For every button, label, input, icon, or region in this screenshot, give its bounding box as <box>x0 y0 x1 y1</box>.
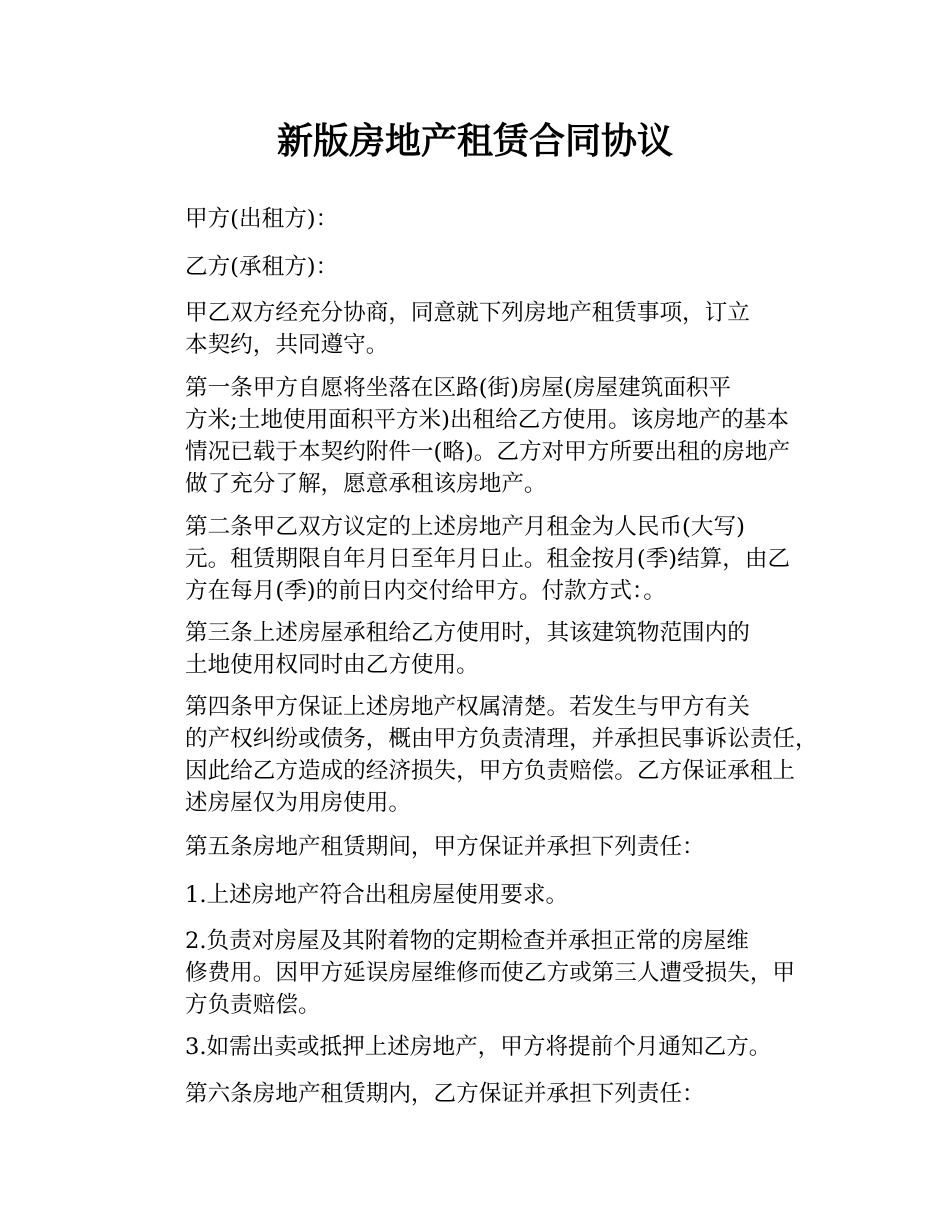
text-line: 甲方(出租方)： <box>185 206 339 232</box>
text-line: 土地使用权同时由乙方使用。 <box>185 652 479 678</box>
party-b-line <box>140 251 820 283</box>
text-line: 修费用。因甲方延误房屋维修而使乙方或第三人遭受损失，甲 <box>185 960 796 986</box>
text-line: 2.负责对房屋及其附着物的定期检查并承担正常的房屋维 <box>185 928 749 954</box>
text-line: 的产权纠纷或债务，概由甲方负责清理，并承担民事诉讼责任， <box>185 726 818 752</box>
party-a-line <box>140 203 820 235</box>
article-4-paragraph <box>140 691 820 819</box>
text-line: 情况已载于本契约附件一(略)。乙方对甲方所要出租的房地产 <box>185 439 791 465</box>
text-line: 第五条房地产租赁期间，甲方保证并承担下列责任： <box>185 834 705 860</box>
text-line: 本契约，共同遵守。 <box>185 332 389 358</box>
article-6-paragraph <box>140 1078 820 1110</box>
text-line: 述房屋仅为用房使用。 <box>185 790 411 816</box>
article-5-item-1 <box>140 879 820 911</box>
text-line: 方负责赔偿。 <box>185 992 321 1018</box>
text-line: 因此给乙方造成的经济损失，甲方负责赔偿。乙方保证承租上 <box>185 758 796 784</box>
document-title: 新版房地产租赁合同协议 <box>276 121 673 162</box>
article-5-item-3 <box>140 1031 820 1063</box>
article-1-paragraph <box>140 372 820 500</box>
article-5-paragraph <box>140 831 820 863</box>
text-line: 3.如需出卖或抵押上述房地产，甲方将提前个月通知乙方。 <box>185 1034 772 1060</box>
text-line: 方米;土地使用面积平方米)出租给乙方使用。该房地产的基本 <box>185 407 789 433</box>
text-line: 第三条上述房屋承租给乙方使用时，其该建筑物范围内的 <box>185 620 750 646</box>
text-line: 1.上述房地产符合出租房屋使用要求。 <box>185 882 569 908</box>
text-line: 方在每月(季)的前日内交付给甲方。付款方式：。 <box>185 578 666 604</box>
text-line: 第四条甲方保证上述房地产权属清楚。若发生与甲方有关 <box>185 694 750 720</box>
text-line: 甲乙双方经充分协商，同意就下列房地产租赁事项，订立 <box>185 300 750 326</box>
article-2-paragraph <box>140 511 820 607</box>
article-5-item-2 <box>140 925 820 1021</box>
text-line: 做了充分了解，愿意承租该房地产。 <box>185 471 547 497</box>
text-line: 第一条甲方自愿将坐落在区路(街)房屋(房屋建筑面积平 <box>185 375 732 401</box>
text-line: 乙方(承租方)： <box>185 254 339 280</box>
preamble-paragraph <box>140 297 820 361</box>
text-line: 第二条甲乙双方议定的上述房地产月租金为人民币(大写) <box>185 514 745 540</box>
article-3-paragraph <box>140 617 820 681</box>
text-line: 元。租赁期限自年月日至年月日止。租金按月(季)结算，由乙 <box>185 546 791 572</box>
text-line: 第六条房地产租赁期内，乙方保证并承担下列责任： <box>185 1081 705 1107</box>
